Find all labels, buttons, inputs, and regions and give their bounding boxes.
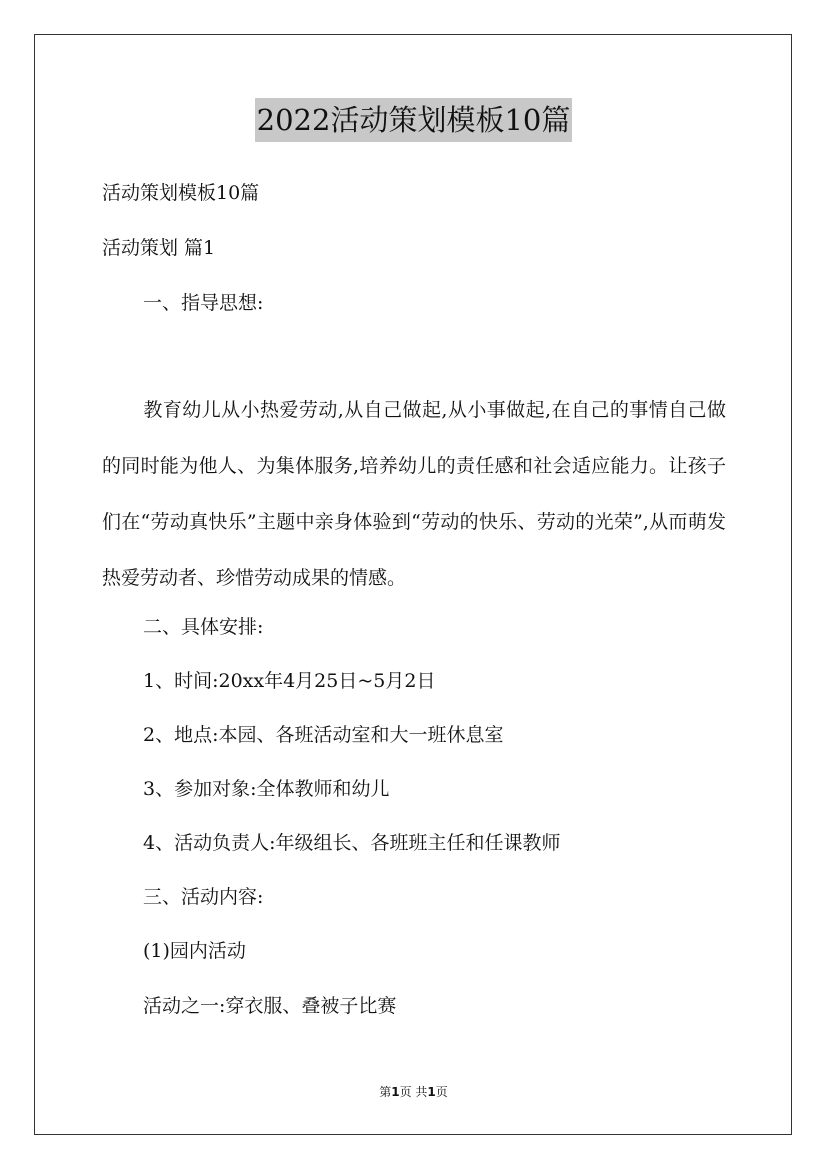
- list-item-location: 2、地点:本园、各班活动室和大一班休息室: [143, 724, 504, 746]
- footer-suffix: 页: [435, 1085, 448, 1099]
- footer-current-page: 1: [391, 1085, 400, 1099]
- footer-total-pages: 1: [427, 1085, 436, 1099]
- heading-arrangement: 二、具体安排:: [143, 616, 264, 638]
- list-item-participants: 3、参加对象:全体教师和幼儿: [143, 778, 390, 800]
- paragraph-text: 教育幼儿从小热爱劳动,从自己做起,从小事做起,在自己的事情自己做的同时能为他人、为集体服务,培养幼儿的责任感和社会适应能力。让孩子们在“劳动真快乐”主题中亲身体验到“劳动的快乐、劳动的光荣”,从而萌发热爱劳动者、珍惜劳动成果的情感。: [102, 399, 726, 589]
- sub-heading-in-park: (1)园内活动: [143, 940, 246, 962]
- page-footer: [0, 1084, 827, 1100]
- list-item-person-in-charge: 4、活动负责人:年级组长、各班班主任和任课教师: [143, 832, 561, 854]
- document-subtitle: 活动策划模板10篇: [102, 182, 260, 204]
- title-container: [0, 98, 827, 142]
- heading-guiding-ideology: 一、指导思想:: [143, 292, 264, 314]
- document-title: 2022活动策划模板10篇: [255, 98, 573, 142]
- footer-prefix: 第: [379, 1085, 392, 1099]
- list-item-time: 1、时间:20xx年4月25日~5月2日: [143, 670, 436, 692]
- heading-activity-content: 三、活动内容:: [143, 886, 264, 908]
- activity-item-1: 活动之一:穿衣服、叠被子比赛: [143, 995, 397, 1017]
- paragraph-guiding-ideology: [102, 382, 726, 606]
- footer-mid: 页 共: [399, 1085, 428, 1099]
- section-heading: 活动策划 篇1: [102, 237, 216, 259]
